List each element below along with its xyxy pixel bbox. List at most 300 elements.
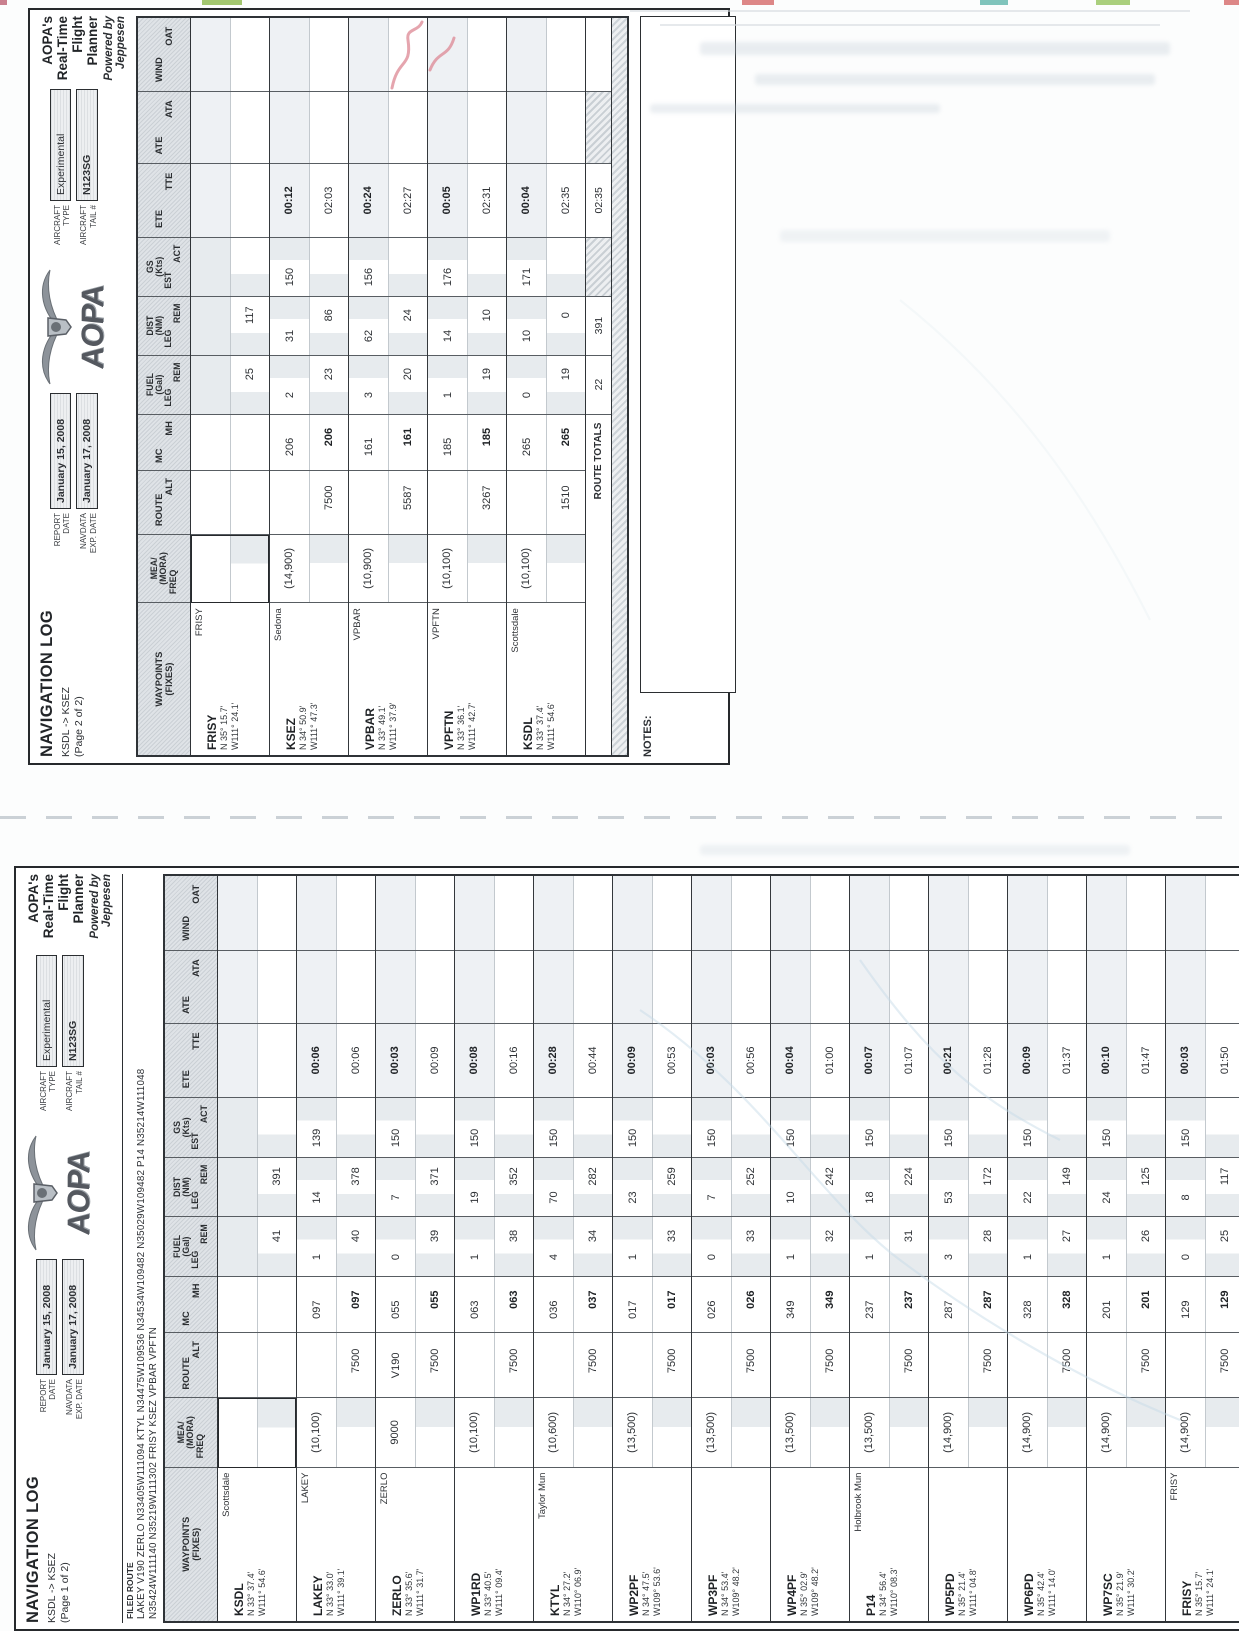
wind-oat-cell xyxy=(534,876,612,951)
waypoint-latitude: N 35° 42.4' xyxy=(1036,1571,1046,1616)
mea-freq-cell: (13,500) xyxy=(850,1398,928,1467)
notes-box xyxy=(640,16,736,693)
column-header-mea: MEA/ (MORA) FREQ xyxy=(138,535,190,604)
mc-mh-cell: 206 206 xyxy=(270,415,348,471)
waypoint-row xyxy=(454,876,533,1621)
table-bottom-hatch-bar xyxy=(611,18,627,755)
waypoint-longitude: W111° 54.6' xyxy=(256,1568,267,1616)
route-alt-cell: 7500 xyxy=(613,1333,691,1398)
fuel-cell: 0 33 xyxy=(692,1217,770,1277)
route-alt-cell: 7500 xyxy=(1087,1333,1165,1398)
ate-ata-cell xyxy=(218,951,296,1024)
fuel-cell: 0 25 xyxy=(1166,1217,1239,1277)
waypoint-name-label: FRISY xyxy=(1169,1472,1180,1501)
wind-oat-cell xyxy=(929,876,1007,951)
waypoint-row xyxy=(269,18,348,755)
waypoint-id: KSEZ xyxy=(284,717,298,750)
bleed-through-ghost xyxy=(780,230,1110,242)
dist-cell: 117 xyxy=(191,297,269,356)
route-alt-cell: 7500 xyxy=(771,1333,849,1398)
waypoint-id: KTYL xyxy=(548,1584,562,1616)
mc-mh-cell: 265 265 xyxy=(507,415,585,471)
page-title: NAVIGATION LOG xyxy=(24,1475,42,1623)
mc-mh-cell: 017 017 xyxy=(613,1277,691,1334)
ate-ata-cell xyxy=(349,92,427,164)
navigation-table xyxy=(163,874,1239,1623)
mc-mh-cell: 185 185 xyxy=(428,415,506,471)
wind-oat-cell xyxy=(297,876,375,951)
aopa-logo-text: AOPA xyxy=(75,283,110,371)
ete-tte-cell: 00:21 01:28 xyxy=(929,1024,1007,1099)
waypoint-name-label: ZERLO xyxy=(379,1472,390,1505)
waypoint-longitude: W111° 47.3' xyxy=(308,702,319,750)
waypoint-name-label: VPFTN xyxy=(431,608,442,640)
waypoint-longitude: W111° 31.7' xyxy=(414,1568,425,1616)
fuel-cell: 1 31 xyxy=(850,1217,928,1277)
wind-oat-cell xyxy=(1166,876,1239,951)
ate-ata-cell xyxy=(428,92,506,164)
ate-ata-cell xyxy=(1008,951,1086,1024)
waypoint-row xyxy=(612,876,691,1621)
waypoint-name-label: Sedona xyxy=(273,608,284,641)
waypoint-row xyxy=(691,876,770,1621)
ate-ata-cell xyxy=(771,951,849,1024)
waypoint-latitude: N 34° 47.5' xyxy=(641,1571,651,1616)
waypoint-id: ZERLO xyxy=(390,1575,404,1616)
column-header-ete: ETE TTE xyxy=(138,164,190,238)
waypoint-row xyxy=(928,876,1007,1621)
waypoint-cell xyxy=(507,603,585,755)
route-alt-cell: 7500 xyxy=(929,1333,1007,1398)
aircraft-tail-row xyxy=(62,955,83,1127)
waypoint-latitude: N 33° 37.4' xyxy=(246,1571,256,1616)
waypoint-latitude: N 33° 35.6' xyxy=(404,1571,414,1616)
waypoint-id: KSDL xyxy=(521,717,535,750)
report-date-label: REPORT DATE xyxy=(53,513,72,547)
fuel-cell: 1 40 xyxy=(297,1217,375,1277)
gs-cell: 150 xyxy=(850,1098,928,1158)
ate-ata-cell xyxy=(613,951,691,1024)
column-header-gs: GS (Kts) EST ACT xyxy=(138,238,190,297)
ete-tte-cell xyxy=(191,164,269,238)
report-date-label: REPORT DATE xyxy=(39,1379,58,1413)
table-header-row xyxy=(165,876,218,1621)
dates-block xyxy=(20,1259,89,1435)
dist-cell: 7 252 xyxy=(692,1158,770,1218)
page-number-label: (Page 2 of 2) xyxy=(73,696,85,757)
route-alt-cell: 7500 xyxy=(270,471,348,535)
mea-freq-cell: (14,900) xyxy=(270,535,348,604)
dist-cell: 10 0 xyxy=(507,297,585,356)
waypoint-id: WP7SC xyxy=(1101,1573,1115,1616)
waypoint-latitude: N 33° 33.0' xyxy=(325,1571,335,1616)
route-alt-cell: 7500 xyxy=(455,1333,533,1398)
aopa-wings-icon xyxy=(36,268,74,386)
fuel-cell: 1 38 xyxy=(455,1217,533,1277)
scan-edge-artifact xyxy=(202,0,242,5)
totals-wind xyxy=(586,18,611,92)
waypoint-id: WP2PF xyxy=(627,1574,641,1616)
mc-mh-cell: 161 161 xyxy=(349,415,427,471)
gs-cell: 171 xyxy=(507,238,585,297)
aopa-wings-icon xyxy=(22,1134,60,1252)
waypoint-cell xyxy=(771,1468,849,1621)
aircraft-type-row xyxy=(50,89,71,261)
mc-mh-cell: 237 237 xyxy=(850,1277,928,1334)
route-title: KSDL -> KSEZ xyxy=(46,1553,58,1623)
waypoint-longitude: W109° 53.6' xyxy=(651,1567,662,1616)
fuel-cell: 0 19 xyxy=(507,356,585,415)
waypoint-id: LAKEY xyxy=(311,1575,325,1616)
waypoint-longitude: W111° 42.7' xyxy=(466,702,477,750)
waypoint-latitude: N 34° 56.4' xyxy=(878,1571,888,1616)
column-header-mc: MC MH xyxy=(138,415,190,471)
fuel-cell: 1 33 xyxy=(613,1217,691,1277)
waypoint-row xyxy=(506,18,585,755)
aircraft-tail-label: AIRCRAFT TAIL # xyxy=(79,205,98,245)
waypoint-cell xyxy=(613,1468,691,1621)
gs-cell: 150 xyxy=(1166,1098,1239,1158)
mea-freq-cell xyxy=(191,535,269,604)
route-alt-cell xyxy=(191,471,269,535)
table-header-row xyxy=(138,18,191,755)
wind-oat-cell xyxy=(428,18,506,92)
filed-route-section xyxy=(122,874,163,1623)
gs-cell: 150 xyxy=(1008,1098,1086,1158)
report-date-value: January 15, 2008 xyxy=(36,1259,57,1375)
waypoint-latitude: N 34° 53.4' xyxy=(720,1571,730,1616)
mc-mh-cell: 129 129 xyxy=(1166,1277,1239,1334)
waypoint-longitude: W111° 54.6' xyxy=(545,702,556,750)
waypoint-latitude: N 34° 50.9' xyxy=(298,705,308,750)
column-header-fuel: FUEL (Gal) LEG REM xyxy=(165,1217,217,1277)
filed-route-line: LAKEY V190 ZERLO N33405W111094 KTYL N34475W109536 N34534W109482 N35029W109482 P14 N35214W111048 xyxy=(136,1068,147,1619)
gs-cell: 150 xyxy=(376,1098,454,1158)
waypoint-row xyxy=(1165,876,1239,1621)
ate-ata-cell xyxy=(1166,951,1239,1024)
mea-freq-cell: (14,900) xyxy=(1166,1398,1239,1467)
fuel-cell: 1 32 xyxy=(771,1217,849,1277)
waypoint-id: WP3PF xyxy=(706,1574,720,1616)
report-date-row xyxy=(50,393,71,569)
gs-cell xyxy=(191,238,269,297)
ate-ata-cell xyxy=(270,92,348,164)
fuel-cell: 1 19 xyxy=(428,356,506,415)
mea-freq-cell: (10,100) xyxy=(428,535,506,604)
route-alt-cell: 7500 xyxy=(1008,1333,1086,1398)
route-totals-row xyxy=(585,18,611,755)
waypoint-cell xyxy=(1166,1468,1239,1621)
ete-tte-cell: 00:28 00:44 xyxy=(534,1024,612,1099)
column-header-mc: MC MH xyxy=(165,1277,217,1334)
report-date-value: January 15, 2008 xyxy=(50,393,71,509)
ate-ata-cell xyxy=(850,951,928,1024)
gs-cell: 150 xyxy=(771,1098,849,1158)
gs-cell: 156 xyxy=(349,238,427,297)
aircraft-tail-value: N123SG xyxy=(62,955,83,1067)
aopa-logo-text: AOPA xyxy=(61,1149,96,1237)
column-header-fuel: FUEL (Gal) LEG REM xyxy=(138,356,190,415)
waypoint-name-label: LAKEY xyxy=(300,1472,311,1504)
ate-ata-cell xyxy=(929,951,1007,1024)
waypoint-latitude: N 35° 21.4' xyxy=(957,1571,967,1616)
mea-freq-cell: (14,900) xyxy=(929,1398,1007,1467)
waypoint-name-label: Scottsdale xyxy=(510,608,521,653)
aircraft-type-label: AIRCRAFT TYPE xyxy=(53,205,72,245)
fuel-cell: 1 27 xyxy=(1008,1217,1086,1277)
waypoint-cell xyxy=(270,603,348,755)
scan-edge-artifact xyxy=(980,0,1008,5)
route-alt-cell: V190 7500 xyxy=(376,1333,454,1398)
wind-oat-cell xyxy=(613,876,691,951)
gs-cell: 150 xyxy=(929,1098,1007,1158)
waypoint-cell xyxy=(692,1468,770,1621)
waypoint-cell xyxy=(455,1468,533,1621)
totals-dist: 391 xyxy=(586,297,611,356)
column-header-dist: DIST (NM) LEG REM xyxy=(138,297,190,356)
dates-block xyxy=(34,393,103,569)
wind-oat-cell xyxy=(1087,876,1165,951)
waypoint-row xyxy=(1086,876,1165,1621)
ete-tte-cell: 00:07 01:07 xyxy=(850,1024,928,1099)
waypoint-latitude: N 33° 40.5' xyxy=(483,1571,493,1616)
navdata-exp-label: NAVDATA EXP. DATE xyxy=(79,513,98,554)
fuel-cell: 3 20 xyxy=(349,356,427,415)
waypoint-id: FRISY xyxy=(205,714,219,750)
waypoint-cell xyxy=(1008,1468,1086,1621)
dist-cell: 22 149 xyxy=(1008,1158,1086,1218)
ate-ata-cell xyxy=(692,951,770,1024)
planner-title: AOPA's Real-Time Flight Planner xyxy=(40,16,100,81)
column-header-wind: WIND OAT xyxy=(165,876,217,951)
bleed-through-ghost xyxy=(700,42,1170,55)
wind-oat-cell xyxy=(850,876,928,951)
waypoint-id: WP4PF xyxy=(785,1574,799,1616)
wind-oat-cell xyxy=(270,18,348,92)
mc-mh-cell: 055 055 xyxy=(376,1277,454,1334)
dist-cell: 7 371 xyxy=(376,1158,454,1218)
mea-freq-cell: (10,100) xyxy=(297,1398,375,1467)
route-totals-label: ROUTE TOTALS xyxy=(593,422,604,500)
wind-oat-cell xyxy=(771,876,849,951)
planner-title-block xyxy=(20,874,113,955)
fuel-cell: 1 26 xyxy=(1087,1217,1165,1277)
ete-tte-cell: 00:06 00:06 xyxy=(297,1024,375,1099)
waypoint-longitude: W109° 48.2' xyxy=(730,1567,741,1616)
aircraft-tail-value: N123SG xyxy=(76,89,97,201)
ete-tte-cell: 00:24 02:27 xyxy=(349,164,427,238)
mea-freq-cell: (10,100) xyxy=(455,1398,533,1467)
dist-cell: 391 xyxy=(218,1158,296,1218)
gs-cell: 150 xyxy=(692,1098,770,1158)
waypoint-latitude: N 33° 49.1' xyxy=(377,705,387,750)
ete-tte-cell: 00:04 02:35 xyxy=(507,164,585,238)
mea-freq-cell: (13,500) xyxy=(613,1398,691,1467)
ete-tte-cell xyxy=(218,1024,296,1099)
navdata-exp-row xyxy=(76,393,97,569)
waypoint-row xyxy=(1007,876,1086,1621)
mea-freq-cell: (14,900) xyxy=(1008,1398,1086,1467)
dist-cell: 18 224 xyxy=(850,1158,928,1218)
column-header-ate: ATE ATA xyxy=(138,92,190,164)
column-header-ete: ETE TTE xyxy=(165,1024,217,1099)
route-alt-cell: 7500 xyxy=(534,1333,612,1398)
column-header-wind: WIND OAT xyxy=(138,18,190,92)
navdata-exp-value: January 17, 2008 xyxy=(76,393,97,509)
waypoint-row xyxy=(427,18,506,755)
waypoint-id: WP6PD xyxy=(1022,1573,1036,1616)
waypoint-row xyxy=(296,876,375,1621)
totals-ate-hatched xyxy=(586,92,611,164)
ete-tte-cell: 00:12 02:03 xyxy=(270,164,348,238)
mc-mh-cell: 097 097 xyxy=(297,1277,375,1334)
waypoint-row xyxy=(218,876,296,1621)
waypoint-id: KSDL xyxy=(232,1583,246,1616)
page-title: NAVIGATION LOG xyxy=(38,609,56,757)
waypoint-longitude: W109° 48.2' xyxy=(809,1567,820,1616)
totals-gs-hatched xyxy=(586,238,611,297)
waypoint-row xyxy=(533,876,612,1621)
route-alt-cell: 7500 xyxy=(297,1333,375,1398)
waypoint-id: P14 xyxy=(864,1594,878,1616)
ete-tte-cell: 00:05 02:31 xyxy=(428,164,506,238)
waypoint-longitude: W111° 37.9' xyxy=(387,702,398,750)
ate-ata-cell xyxy=(455,951,533,1024)
mc-mh-cell: 328 328 xyxy=(1008,1277,1086,1334)
wind-oat-cell xyxy=(692,876,770,951)
aircraft-block xyxy=(34,89,103,261)
wind-oat-cell xyxy=(376,876,454,951)
dist-cell: 14 378 xyxy=(297,1158,375,1218)
nav-log-title-block xyxy=(20,1435,71,1623)
fuel-cell: 25 xyxy=(191,356,269,415)
column-header-mea: MEA/ (MORA) FREQ xyxy=(165,1398,217,1467)
nav-log-title-block xyxy=(34,569,85,757)
wind-oat-cell xyxy=(218,876,296,951)
scan-edge-artifact xyxy=(0,0,7,5)
aircraft-type-value: Experimental xyxy=(50,89,71,201)
waypoint-cell xyxy=(376,1468,454,1621)
gs-cell: 150 xyxy=(613,1098,691,1158)
mc-mh-cell: 349 349 xyxy=(771,1277,849,1334)
fuel-cell: 2 23 xyxy=(270,356,348,415)
waypoint-row xyxy=(770,876,849,1621)
gs-cell: 150 xyxy=(534,1098,612,1158)
bleed-through-ghost xyxy=(700,845,1130,855)
waypoint-cell xyxy=(850,1468,928,1621)
planner-title-block xyxy=(34,16,127,89)
navigation-table xyxy=(136,16,629,757)
waypoint-row xyxy=(191,18,269,755)
dist-cell: 10 242 xyxy=(771,1158,849,1218)
dist-cell: 8 117 xyxy=(1166,1158,1239,1218)
powered-by: Powered by Jeppesen xyxy=(89,874,113,939)
nav-log-page-2 xyxy=(28,8,730,765)
ete-tte-cell: 00:03 00:09 xyxy=(376,1024,454,1099)
waypoint-id: WP1RD xyxy=(469,1572,483,1616)
column-header-waypoints: WAYPOINTS (FIXES) xyxy=(165,1468,217,1621)
waypoint-name-label: Holbrook Mun xyxy=(853,1472,864,1532)
waypoint-longitude: W111° 24.1' xyxy=(229,702,240,750)
column-header-route: ROUTE ALT xyxy=(138,471,190,535)
filed-route-label: FILED ROUTE xyxy=(125,1562,135,1619)
route-alt-cell: 7500 xyxy=(850,1333,928,1398)
mc-mh-cell xyxy=(191,415,269,471)
dist-cell: 24 125 xyxy=(1087,1158,1165,1218)
ete-tte-cell: 00:09 00:53 xyxy=(613,1024,691,1099)
mea-freq-cell: (10,900) xyxy=(349,535,427,604)
wind-oat-cell xyxy=(507,18,585,92)
waypoint-cell xyxy=(349,603,427,755)
mea-freq-cell xyxy=(218,1398,296,1467)
mea-freq-cell: (10,600) xyxy=(534,1398,612,1467)
route-alt-cell: 7500 xyxy=(1166,1333,1239,1398)
page-header xyxy=(34,16,136,757)
ate-ata-cell xyxy=(191,92,269,164)
ete-tte-cell: 00:08 00:16 xyxy=(455,1024,533,1099)
navdata-exp-value: January 17, 2008 xyxy=(62,1259,83,1375)
bleed-through-ghost xyxy=(755,74,1155,85)
notes-label: NOTES: xyxy=(642,715,654,757)
route-alt-cell: 5587 xyxy=(349,471,427,535)
waypoint-latitude: N 33° 36.1' xyxy=(456,705,466,750)
waypoint-cell xyxy=(929,1468,1007,1621)
waypoint-latitude: N 34° 27.2' xyxy=(562,1571,572,1616)
waypoint-longitude: W111° 09.4' xyxy=(493,1568,504,1616)
mea-freq-cell: (10,100) xyxy=(507,535,585,604)
waypoint-id: VPBAR xyxy=(363,707,377,750)
waypoint-latitude: N 33° 37.4' xyxy=(535,705,545,750)
aircraft-type-label: AIRCRAFT TYPE xyxy=(39,1071,58,1111)
ete-tte-cell: 00:04 01:00 xyxy=(771,1024,849,1099)
powered-by: Powered by Jeppesen xyxy=(103,16,127,81)
fuel-cell: 0 39 xyxy=(376,1217,454,1277)
navdata-exp-row xyxy=(62,1259,83,1435)
waypoint-longitude: W110° 06.9' xyxy=(572,1567,583,1616)
ate-ata-cell xyxy=(297,951,375,1024)
totals-ete: 02:35 xyxy=(586,164,611,238)
aopa-logo xyxy=(34,261,111,393)
ete-tte-cell: 00:03 00:56 xyxy=(692,1024,770,1099)
waypoint-latitude: N 35° 21.9' xyxy=(1115,1571,1125,1616)
gs-cell: 176 xyxy=(428,238,506,297)
waypoint-cell xyxy=(191,603,269,755)
route-alt-cell: 3267 xyxy=(428,471,506,535)
waypoint-longitude: W111° 14.0' xyxy=(1046,1568,1057,1616)
fuel-cell: 4 34 xyxy=(534,1217,612,1277)
waypoint-name-label: Taylor Mun xyxy=(537,1472,548,1519)
dist-cell: 14 10 xyxy=(428,297,506,356)
aircraft-type-value: Experimental xyxy=(36,955,57,1067)
mea-freq-cell: 9000 xyxy=(376,1398,454,1467)
dist-cell: 53 172 xyxy=(929,1158,1007,1218)
mea-freq-cell: (13,500) xyxy=(692,1398,770,1467)
dist-cell: 31 86 xyxy=(270,297,348,356)
gs-cell xyxy=(218,1098,296,1158)
waypoint-row xyxy=(849,876,928,1621)
route-title: KSDL -> KSEZ xyxy=(60,687,72,757)
wind-oat-cell xyxy=(349,18,427,92)
column-header-route: ROUTE ALT xyxy=(165,1333,217,1398)
ete-tte-cell: 00:03 01:50 xyxy=(1166,1024,1239,1099)
column-header-gs: GS (Kts) EST ACT xyxy=(165,1098,217,1158)
wind-oat-cell xyxy=(455,876,533,951)
column-header-ate: ATE ATA xyxy=(165,951,217,1024)
column-header-dist: DIST (NM) LEG REM xyxy=(165,1158,217,1218)
page-number-label: (Page 1 of 2) xyxy=(59,1562,71,1623)
waypoint-row xyxy=(375,876,454,1621)
aircraft-block xyxy=(20,955,89,1127)
